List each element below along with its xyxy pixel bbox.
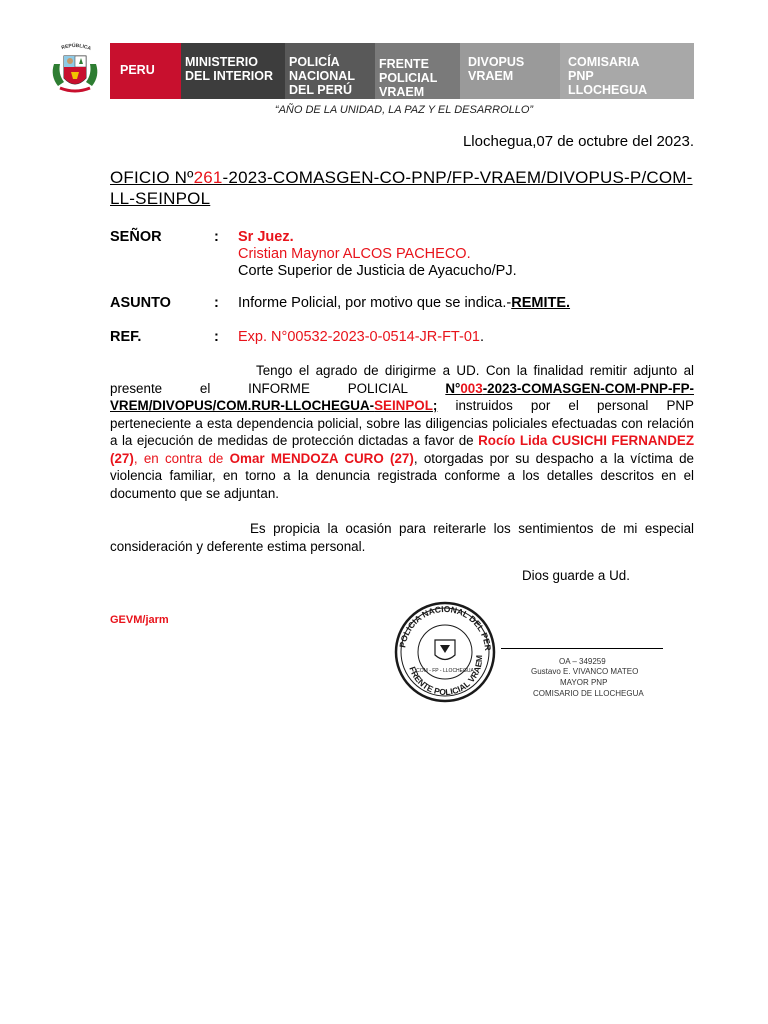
signatory-rank: MAYOR PNP bbox=[560, 678, 608, 687]
header-divopus: DIVOPUS VRAEM bbox=[460, 43, 560, 99]
asunto-label: ASUNTO bbox=[110, 295, 171, 311]
document-date: Llochegua,07 de octubre del 2023. bbox=[462, 133, 694, 150]
reference-block: REF. : Exp. N°00532-2023-0-0514-JR-FT-01. bbox=[110, 329, 484, 345]
header-ministerio: MINISTERIO DEL INTERIOR bbox=[181, 43, 285, 99]
addressee-title: Sr Juez. bbox=[238, 229, 294, 245]
svg-text:POLICIA NACIONAL DEL PERU: POLICIA NACIONAL DEL PER bbox=[397, 603, 494, 652]
body-paragraph-1: Tengo el agrado de dirigirme a UD. Con la finalidad remitir adjunto al presente el INFORME POLICIAL N°003-2023-COMASGEN-COM-PNP-FP-VREM/DIVOPUS/COM.RUR-LLOCHEGUA-SEINPOL; instruidos por el personal PNP perteneciente a esta dependencia policial, sobre las diligencias policiales efectuadas con relación a la ejecución de medidas de protección dictadas a favor de Rocío Lida CUSICHI FERNANDEZ (27), en contra de Omar MENDOZA CURO (27), otorgadas por su despacho a la víctima de violencia familiar, en torno a la denuncia registrada conforme a los detalles descritos en el documento que se adjuntan. bbox=[110, 363, 694, 501]
body-paragraph-2: Es propicia la ocasión para reiterarle los sentimientos de mi especial consideración y deferente estima personal. bbox=[110, 521, 694, 554]
svg-text:COM - FP - LLOCHEGUA: COM - FP - LLOCHEGUA bbox=[416, 668, 474, 674]
year-motto: “AÑO DE LA UNIDAD, LA PAZ Y EL DESARROLLO” bbox=[274, 104, 534, 116]
header-comisaria: COMISARIA PNP LLOCHEGUA bbox=[560, 43, 694, 99]
signatory-position: COMISARIO DE LLOCHEGUA bbox=[533, 689, 644, 698]
signature-id: OA – 349259 bbox=[559, 657, 606, 666]
police-seal-stamp bbox=[393, 600, 497, 704]
addressee-name: Cristian Maynor ALCOS PACHECO. bbox=[238, 246, 471, 262]
ref-label: REF. bbox=[110, 329, 142, 345]
author-initials: GEVM/jarm bbox=[110, 614, 169, 626]
oficio-number-title: OFICIO Nº261-2023-COMASGEN-CO-PNP/FP-VRAEM/DIVOPUS-P/COM-LL-SEINPOL bbox=[110, 168, 693, 208]
svg-text:REPÚBLICA DEL PERÚ: REPÚBLICA bbox=[60, 42, 92, 52]
closing-phrase: Dios guarde a Ud. bbox=[522, 568, 630, 583]
addressee-institution: Corte Superior de Justicia de Ayacucho/PJ. bbox=[238, 263, 517, 279]
oficio-number: 261 bbox=[193, 168, 223, 187]
signature-line bbox=[501, 648, 663, 649]
signatory-name: Gustavo E. VIVANCO MATEO bbox=[531, 667, 639, 676]
header-peru: PERU bbox=[110, 43, 181, 99]
peru-coat-of-arms-logo bbox=[46, 42, 104, 98]
institution-header-bar bbox=[110, 43, 694, 99]
subject-text: Informe Policial, por motivo que se indica.-REMITE. bbox=[238, 295, 571, 311]
senor-label: SEÑOR bbox=[110, 229, 162, 245]
svg-text:FRENTE POLICIAL VRAEM: FRENTE POLICIAL VRAEM bbox=[407, 654, 485, 698]
reference-expediente: Exp. N°00532-2023-0-0514-JR-FT-01. bbox=[238, 329, 484, 345]
informe-reference: N°003-2023-COMASGEN-COM-PNP-FP-VREM/DIVOPUS/COM.RUR-LLOCHEGUA-SEINPOL; bbox=[110, 380, 694, 413]
header-policia: POLICÍA NACIONAL DEL PERÚ bbox=[285, 43, 375, 99]
header-frente: FRENTE POLICIAL VRAEM bbox=[375, 43, 460, 99]
subject-block: ASUNTO : Informe Policial, por motivo que se indica.-REMITE. bbox=[110, 295, 571, 311]
addressee-block: SEÑOR : Sr Juez. Cristian Maynor ALCOS PACHECO. Corte Superior de Justicia de Ayacucho/PJ. bbox=[110, 229, 517, 279]
aggressor-name: Omar MENDOZA CURO (27) bbox=[229, 450, 414, 466]
victim-name: Rocío Lida CUSICHI FERNANDEZ (27) bbox=[110, 433, 694, 466]
